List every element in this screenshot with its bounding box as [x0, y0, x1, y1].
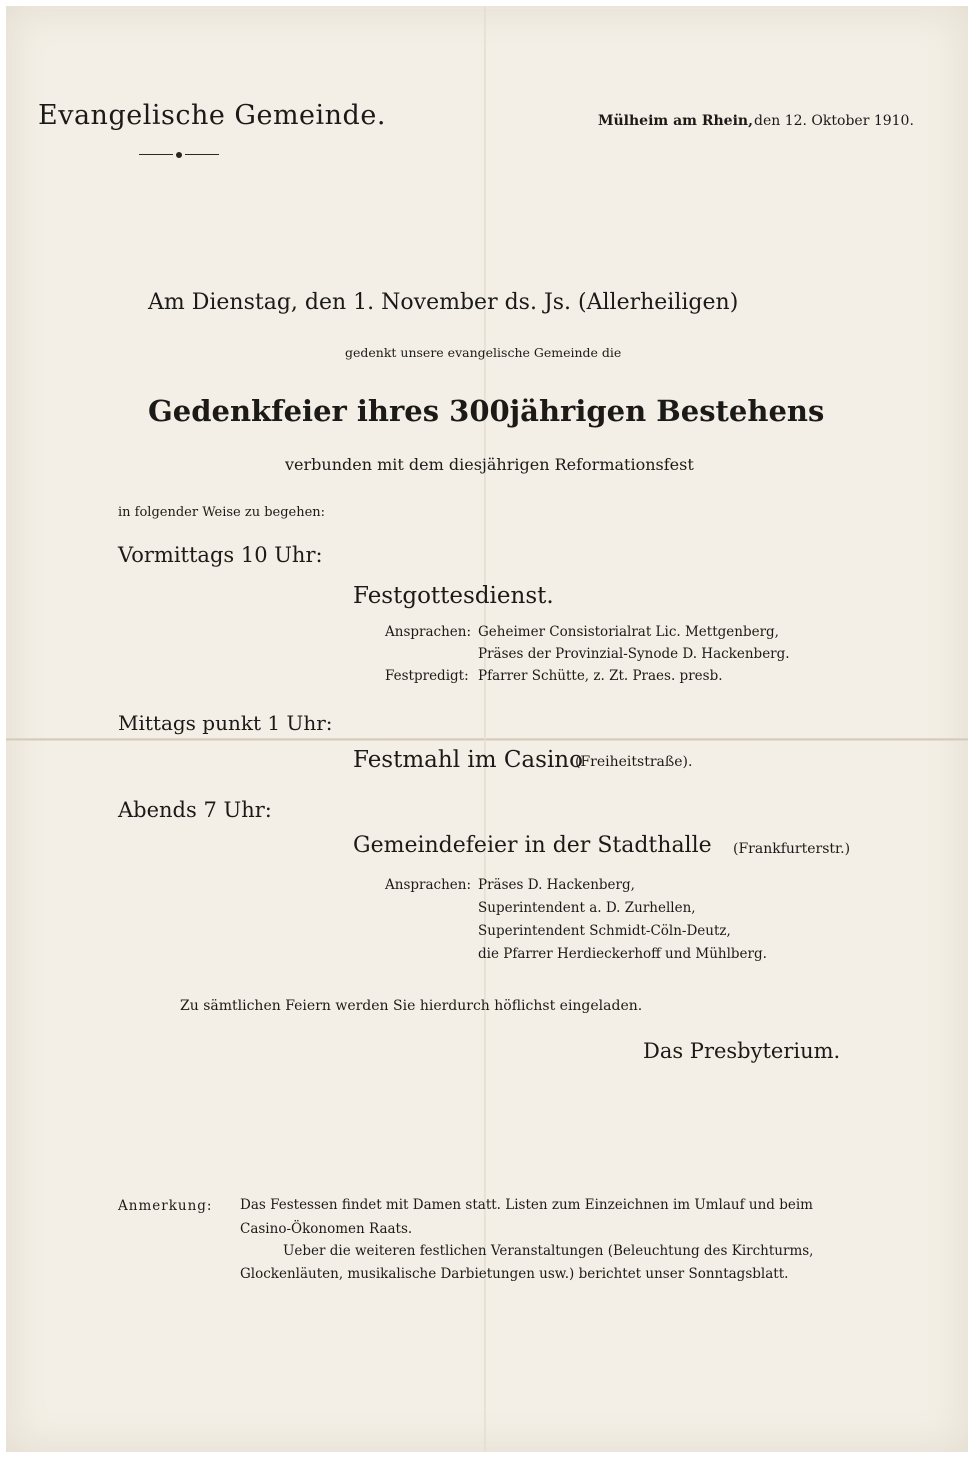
- note-line-3: Ueber die weiteren festlichen Veranstaltungen (Beleuchtung des Kirchturms,: [283, 1243, 814, 1259]
- noon-time: Mittags punkt 1 Uhr:: [118, 711, 333, 735]
- morning-time: Vormittags 10 Uhr:: [118, 543, 323, 567]
- morning-preacher: Pfarrer Schütte, z. Zt. Praes. presb.: [478, 668, 723, 684]
- note-line-2: Casino-Ökonomen Raats.: [240, 1221, 413, 1237]
- horizontal-fold: [6, 738, 968, 741]
- note-label: Anmerkung:: [118, 1198, 213, 1214]
- evening-location: (Frankfurterstr.): [733, 841, 851, 857]
- signature: Das Presbyterium.: [643, 1039, 841, 1063]
- evening-speaker-2: Superintendent a. D. Zurhellen,: [478, 900, 696, 916]
- intro-line-1: Am Dienstag, den 1. November ds. Js. (Allerheiligen): [148, 290, 739, 315]
- letter-date: den 12. Oktober 1910.: [754, 113, 914, 129]
- evening-time: Abends 7 Uhr:: [118, 798, 272, 822]
- morning-speaker-1: Geheimer Consistorialrat Lic. Mettgenberg,: [478, 624, 779, 640]
- headline: Gedenkfeier ihres 300jährigen Bestehens: [148, 394, 825, 428]
- evening-speeches-label: Ansprachen:: [385, 877, 472, 893]
- vertical-fold: [484, 6, 486, 1452]
- evening-speaker-1: Präses D. Hackenberg,: [478, 877, 635, 893]
- evening-event: Gemeindefeier in der Stadthalle: [353, 833, 712, 858]
- letter-place: Mülheim am Rhein,: [598, 113, 753, 129]
- noon-event: Festmahl im Casino: [353, 747, 583, 773]
- morning-speaker-2: Präses der Provinzial-Synode D. Hackenberg.: [478, 646, 790, 662]
- ornament-divider: [139, 152, 219, 158]
- noon-location: (Freiheitstraße).: [575, 754, 693, 770]
- invitation-line: Zu sämtlichen Feiern werden Sie hierdurch höflichst eingeladen.: [180, 998, 643, 1014]
- organization-title: Evangelische Gemeinde.: [38, 100, 386, 131]
- note-line-1: Das Festessen findet mit Damen statt. Listen zum Einzeichnen im Umlauf und beim: [240, 1197, 813, 1213]
- note-line-4: Glockenläuten, musikalische Darbietungen usw.) berichtet unser Sonntagsblatt.: [240, 1266, 789, 1282]
- evening-speaker-4: die Pfarrer Herdieckerhoff und Mühlberg.: [478, 946, 767, 962]
- morning-sermon-label: Festpredigt:: [385, 668, 469, 684]
- morning-event: Festgottesdienst.: [353, 583, 554, 609]
- evening-speaker-3: Superintendent Schmidt-Cöln-Deutz,: [478, 923, 731, 939]
- morning-speeches-label: Ansprachen:: [385, 624, 472, 640]
- intro-line-2: gedenkt unsere evangelische Gemeinde die: [345, 345, 622, 360]
- intro-line-4: in folgender Weise zu begehen:: [118, 505, 326, 520]
- intro-line-3: verbunden mit dem diesjährigen Reformationsfest: [285, 455, 694, 474]
